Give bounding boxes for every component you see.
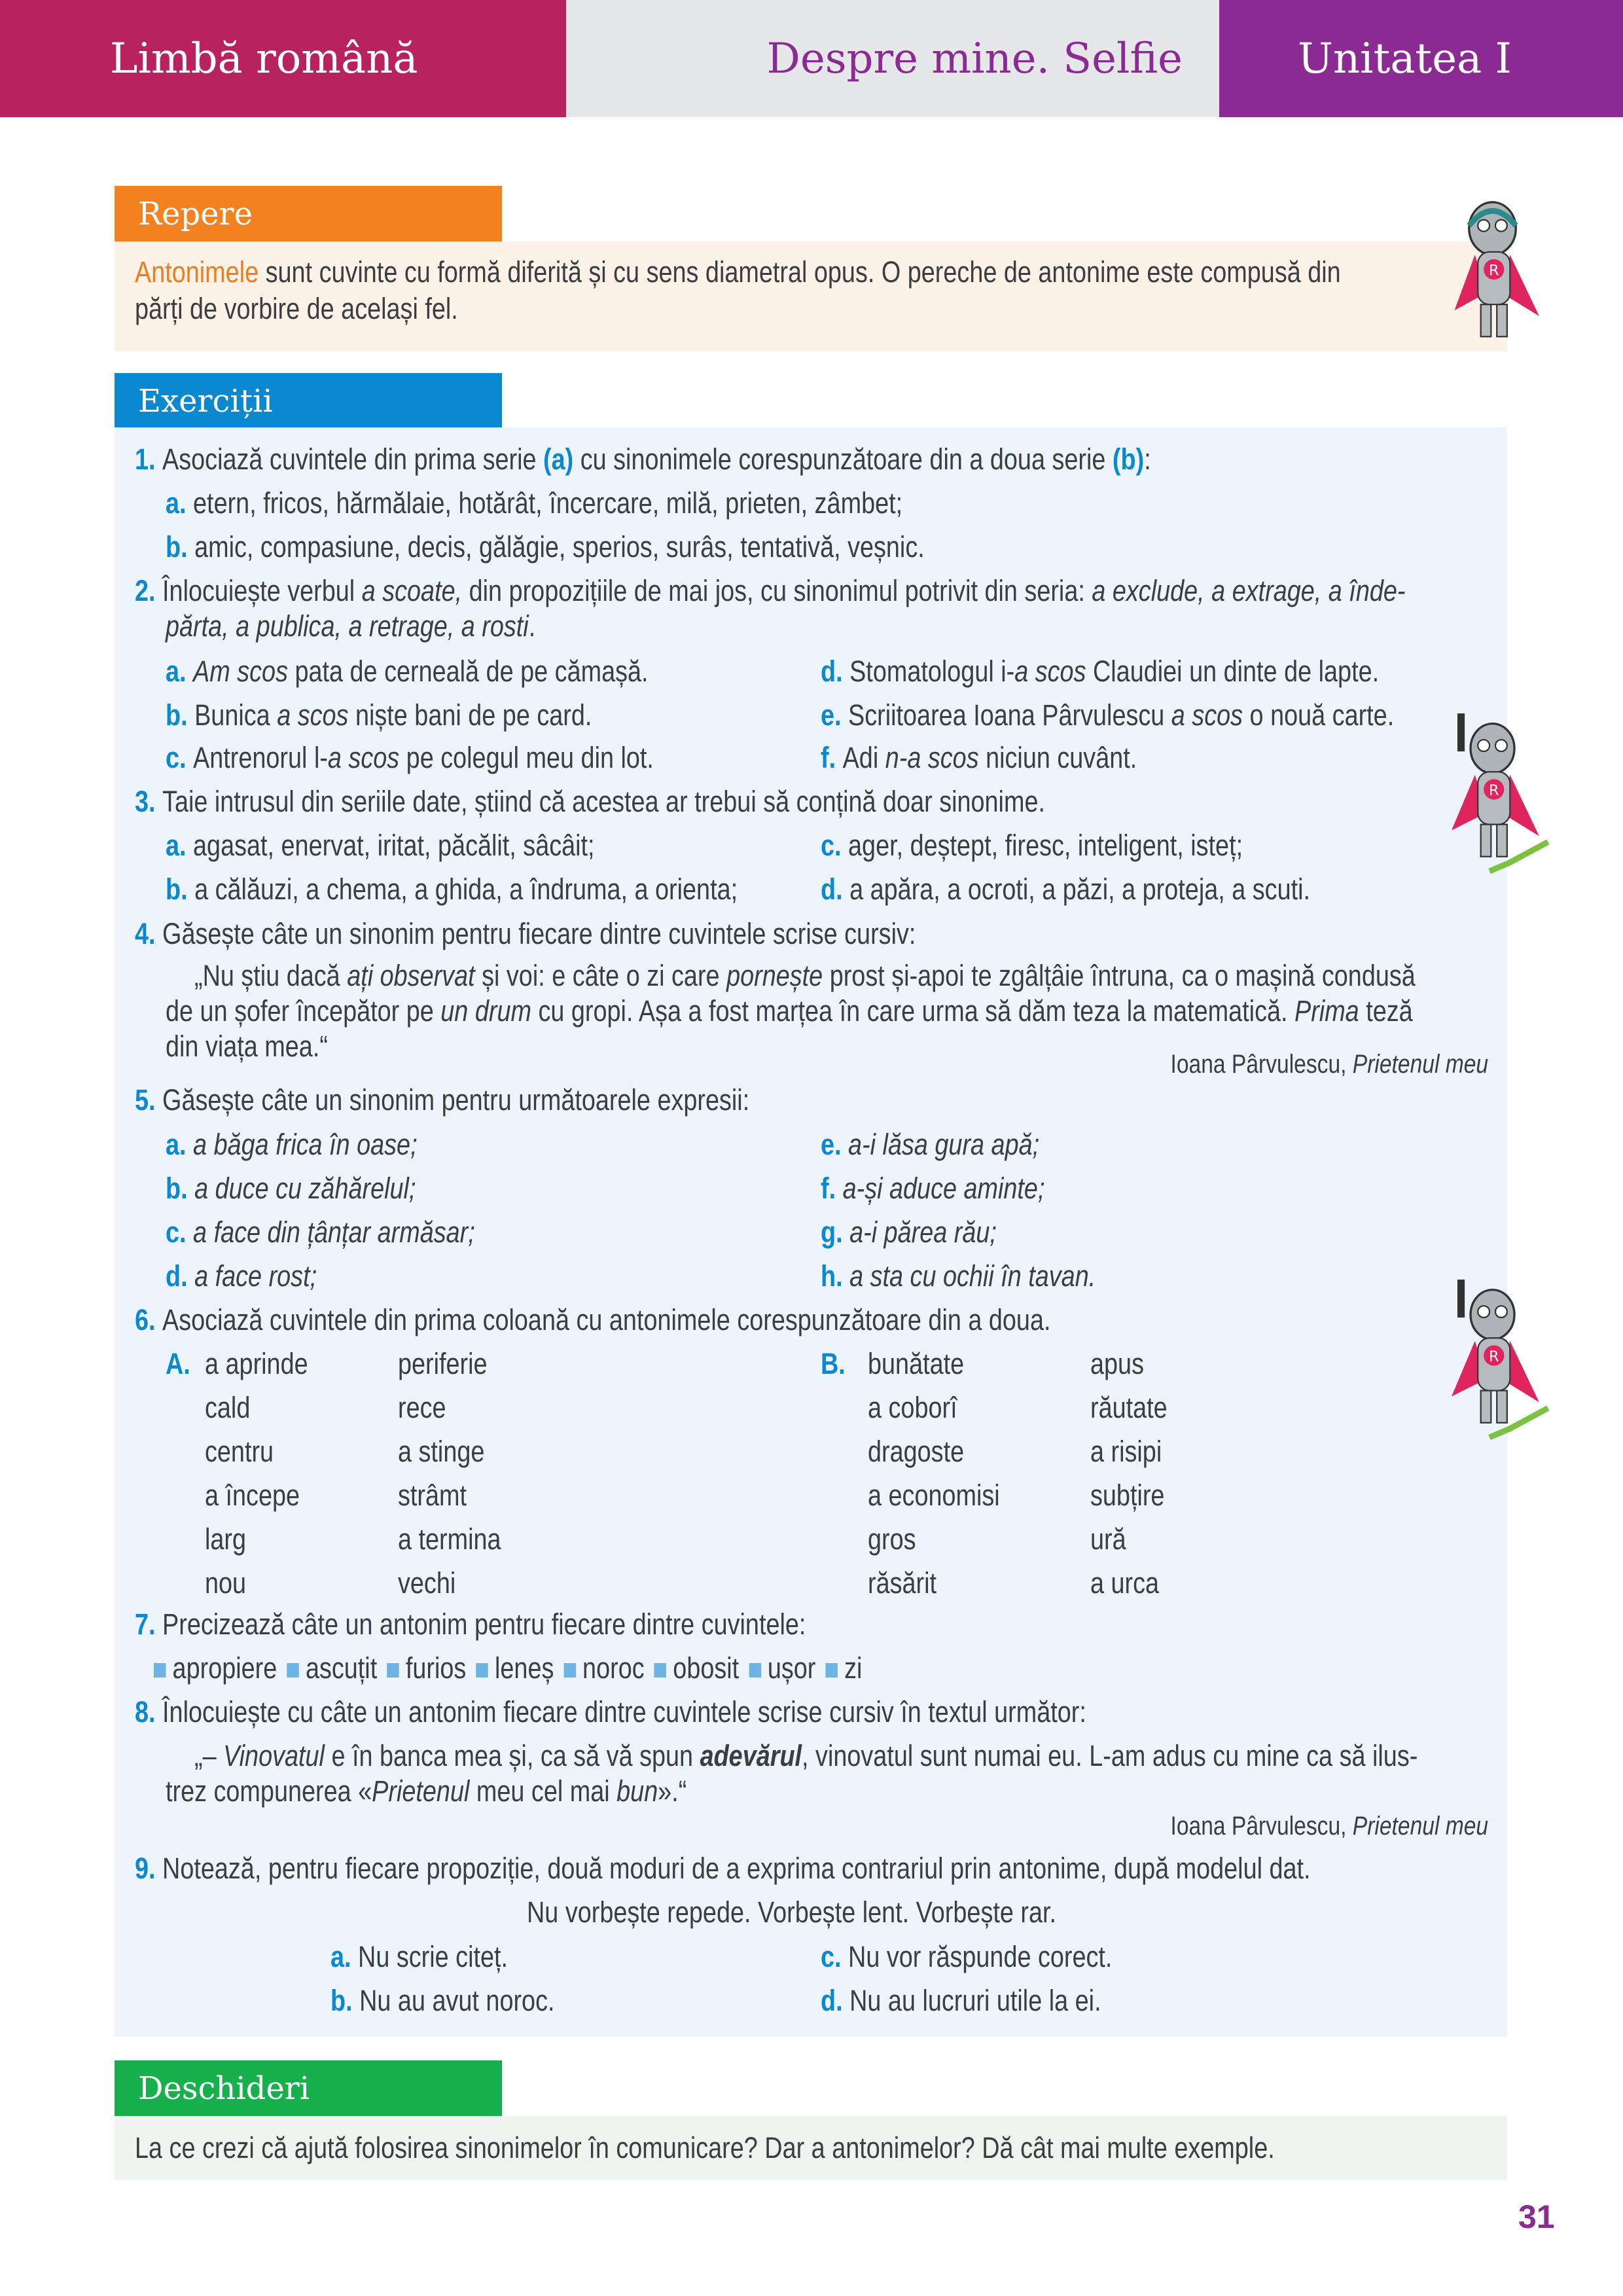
text-segment: a exclude, a extrage, a înde- [1092, 574, 1406, 607]
exercise-1-prompt [135, 442, 1151, 477]
exercise-6-B-col1-word: a economisi [868, 1479, 1000, 1512]
exercise-1-a [166, 486, 902, 521]
svg-text:R: R [1489, 262, 1499, 279]
mascot-waving-icon [1436, 713, 1554, 877]
text-segment: 1. [135, 442, 163, 476]
text-segment: e. [821, 1128, 849, 1161]
text-segment: „– [194, 1739, 224, 1772]
square-bullet-icon [387, 1663, 399, 1677]
mascot-headphones-icon [1436, 196, 1554, 360]
text-segment: Prietenul meu [1352, 1050, 1488, 1079]
text-segment: Găsește câte un sinonim pentru fiecare dintre cuvintele scrise cursiv: [162, 917, 916, 950]
text-segment: e în banca mea și, ca să vă spun [324, 1739, 700, 1772]
exercise-6-B-col2-word: răutate [1090, 1391, 1168, 1424]
text-segment: b. [166, 698, 195, 732]
text-segment: Precizează câte un antonim pentru fiecare dintre cuvintele: [162, 1607, 806, 1641]
text-segment: b. [166, 872, 195, 906]
text-segment: a. [166, 829, 194, 862]
text-segment: Prima [1294, 994, 1359, 1028]
text-segment: c. [821, 829, 849, 862]
exercise-6-A-col2-word: periferie [398, 1347, 488, 1380]
text-segment: 8. [135, 1695, 163, 1729]
text-segment: Prietenul [372, 1774, 470, 1808]
text-segment: ați observat [347, 959, 475, 992]
deschideri-heading [115, 2060, 502, 2116]
unit-title: Unitatea I [1298, 34, 1512, 83]
exercise-6-B-col1-word: bunătate [868, 1347, 965, 1380]
text-segment: Prietenul meu [1352, 1812, 1488, 1840]
text-segment: a băga frica în oase; [193, 1128, 418, 1161]
exercise-6-B-col2-word: subțire [1090, 1479, 1165, 1512]
exercise-5-c [166, 1215, 475, 1250]
text-segment: părta, a publica, a retrage, a rosti [166, 609, 529, 643]
text-segment: Bunica [194, 698, 277, 732]
page-number: 31 [1518, 2198, 1555, 2235]
text-segment: o nouă carte. [1243, 698, 1395, 732]
text-segment: La ce crezi că ajută folosirea sinonimelor în comunicare? Dar a antonimelor? Dă cât mai multe exemple. [135, 2131, 1275, 2164]
exercise-4-quote-line [194, 958, 1416, 994]
text-segment: cu sinonimele corespunzătoare din a doua serie [573, 442, 1113, 476]
exercise-3-b [166, 872, 738, 907]
repere-text-line [135, 291, 458, 327]
text-segment: Stomatologul i- [849, 655, 1015, 688]
text-segment: de un șofer începător pe [166, 994, 441, 1028]
text-segment: a. [166, 655, 194, 688]
quote-author [1170, 1808, 1488, 1844]
square-bullet-icon [826, 1663, 838, 1677]
text-segment: b. [166, 1172, 195, 1205]
exercise-1-b [166, 529, 925, 565]
exercise-8-quote-line [194, 1738, 1418, 1774]
exercise-6-A-col2-word: strâmt [398, 1479, 467, 1512]
exercise-7-word-list [154, 1651, 862, 1686]
exercitii-title: Exerciții [138, 382, 273, 420]
text-segment: Taie intrusul din seriile date, știind că acestea ar trebui să conțină doar sinonime. [162, 785, 1045, 818]
exercise-9-model [527, 1895, 1056, 1930]
text-segment: Nu scrie citeț. [358, 1940, 508, 1973]
svg-text:R: R [1489, 782, 1499, 799]
exercise-2-prompt [135, 573, 1405, 609]
exercise-8-prompt [135, 1695, 1086, 1730]
exercise-3-d [821, 872, 1310, 907]
exercitii-heading [115, 373, 502, 429]
text-segment: ».“ [658, 1774, 687, 1808]
exercise-9-d [821, 1983, 1101, 2018]
text-segment: Adi [842, 741, 885, 774]
text-segment: a scoate, [361, 574, 463, 607]
text-segment: a. [330, 1940, 359, 1973]
text-segment: Găsește câte un sinonim pentru următoarele expresii: [162, 1083, 750, 1117]
svg-text:R: R [1489, 1348, 1499, 1365]
exercise-6-A-col2-word: a stinge [398, 1435, 485, 1468]
exercise-6-B-col1-word: răsărit [868, 1566, 937, 1600]
exercise-6-A-label: A. [166, 1347, 190, 1380]
text-segment: a scos [1014, 655, 1086, 688]
text-segment: părți de vorbire de același fel. [135, 292, 458, 325]
text-segment: amic, compasiune, decis, gălăgie, sperios, surâs, tentativă, veșnic. [194, 530, 925, 564]
text-segment: „Nu știu dacă [194, 959, 348, 992]
text-segment: teză [1359, 994, 1413, 1028]
text-segment: a scos [277, 698, 349, 732]
exercise-6-A-col1-word: a începe [205, 1479, 300, 1512]
exercise-5-b [166, 1171, 416, 1206]
text-segment: . [528, 609, 536, 643]
exercise-7-word: furios [405, 1651, 467, 1685]
text-segment: adevărul [700, 1739, 802, 1772]
text-segment: a. [166, 1128, 194, 1161]
repere-title: Repere [138, 195, 253, 232]
text-segment: e. [821, 698, 849, 732]
exercise-6-A-col1-word: centru [205, 1435, 274, 1468]
text-segment: prost și-apoi te zgâlțâie întruna, ca o mașină condusă [823, 959, 1416, 992]
text-segment: b. [166, 530, 195, 564]
text-segment: Ioana Pârvulescu, [1170, 1812, 1353, 1840]
text-segment: Nu au lucruri utile la ei. [849, 1984, 1101, 2017]
text-segment: etern, fricos, hărmălaie, hotărât, încercare, milă, prieten, zâmbet; [193, 486, 903, 520]
text-segment: n-a scos [885, 741, 979, 774]
exercise-9-c [821, 1939, 1112, 1975]
exercise-6-B-label: B. [821, 1347, 846, 1380]
text-segment: Antonimele [135, 255, 259, 289]
repere-heading [115, 186, 502, 242]
mascot-waving-icon [1436, 1280, 1554, 1443]
text-segment: a apăra, a ocroti, a păzi, a proteja, a scuti. [849, 872, 1311, 906]
text-segment: Claudiei un dinte de lapte. [1086, 655, 1380, 688]
text-segment: bun [616, 1774, 658, 1808]
subject-title: Limbă română [110, 34, 418, 83]
exercise-6-prompt [135, 1302, 1050, 1338]
text-segment: 9. [135, 1852, 163, 1885]
text-segment: Antrenorul l- [193, 741, 328, 774]
exercise-6-B-col1-word: a coborî [868, 1391, 957, 1424]
exercise-5-e [821, 1127, 1039, 1162]
text-segment: a sta cu ochii în tavan. [849, 1259, 1096, 1293]
text-segment: (a) [543, 442, 574, 476]
text-segment: pornește [726, 959, 823, 992]
exercise-5-a [166, 1127, 418, 1162]
text-segment: 6. [135, 1303, 163, 1336]
text-segment: (b) [1112, 442, 1145, 476]
exercise-9-a [330, 1939, 508, 1975]
exercise-5-prompt [135, 1083, 749, 1118]
text-segment: din propozițiile de mai jos, cu sinonimul potrivit din seria: [462, 574, 1092, 607]
exercise-6-B-col1-word: gros [868, 1522, 916, 1556]
text-segment: a duce cu zăhărelul; [194, 1172, 416, 1205]
exercise-9-prompt [135, 1851, 1311, 1886]
text-segment: a face din țânțar armăsar; [193, 1215, 475, 1249]
text-segment: d. [166, 1259, 195, 1293]
text-segment: a-i lăsa gura apă; [848, 1128, 1040, 1161]
text-segment: pata de cerneală de pe cămașă. [287, 655, 649, 688]
text-segment: a călăuzi, a chema, a ghida, a îndruma, a orienta; [194, 872, 738, 906]
exercise-3-c [821, 828, 1243, 863]
exercise-7-prompt [135, 1607, 806, 1642]
deschideri-title: Deschideri [138, 2070, 310, 2107]
text-segment: a scos [1171, 698, 1243, 732]
unit-banner [1219, 0, 1623, 117]
exercise-6-A-col2-word: vechi [398, 1566, 456, 1600]
text-segment: din viața mea.“ [166, 1030, 328, 1063]
text-segment: 2. [135, 574, 163, 607]
exercise-4-quote-line [166, 994, 1413, 1029]
exercise-6-A-col2-word: rece [398, 1391, 446, 1424]
exercise-6-A-col2-word: a termina [398, 1522, 501, 1556]
square-bullet-icon [287, 1663, 298, 1677]
exercise-6-B-col2-word: a urca [1090, 1566, 1160, 1600]
text-segment: a-i părea rău; [849, 1215, 997, 1249]
exercise-5-g [821, 1215, 997, 1250]
text-segment: d. [821, 872, 850, 906]
text-segment: trez compunerea « [166, 1774, 372, 1808]
exercise-6-A-col1-word: cald [205, 1391, 251, 1424]
exercise-2-c [166, 740, 654, 776]
text-segment: agasat, enervat, iritat, păcălit, sâcâit; [193, 829, 595, 862]
text-segment: un drum [440, 994, 531, 1028]
exercise-7-word: apropiere [172, 1651, 277, 1685]
text-segment: sunt cuvinte cu formă diferită și cu sens diametral opus. O pereche de antonime este compusă din [259, 255, 1341, 289]
exercise-7-word: ascuțit [305, 1651, 378, 1685]
exercise-9-b [330, 1983, 554, 2018]
text-segment: : [1144, 442, 1151, 476]
text-segment: Asociază cuvintele din prima coloană cu antonimele corespunzătoare din a doua. [162, 1303, 1051, 1336]
text-segment: Înlocuiește verbul [162, 574, 362, 607]
text-segment: și voi: e câte o zi care [474, 959, 727, 992]
exercise-2-d [821, 654, 1379, 689]
exercise-6-B-col2-word: apus [1090, 1347, 1144, 1380]
text-segment: a scos [327, 741, 400, 774]
text-segment: , vinovatul sunt numai eu. L-am adus cu mine ca să ilus- [802, 1739, 1418, 1772]
square-bullet-icon [563, 1663, 575, 1677]
exercise-2-a [166, 654, 649, 689]
text-segment: niște bani de pe card. [348, 698, 592, 732]
text-segment: meu cel mai [469, 1774, 617, 1808]
exercise-3-prompt [135, 784, 1045, 819]
exercise-6-A-col1-word: larg [205, 1522, 247, 1556]
exercise-5-d [166, 1259, 317, 1294]
exercise-2-e [821, 698, 1394, 733]
lesson-banner [566, 0, 1219, 117]
repere-text-line [135, 255, 1341, 290]
quote-author [1170, 1047, 1488, 1082]
text-segment: 5. [135, 1083, 163, 1117]
text-segment: pe colegul meu din lot. [399, 741, 654, 774]
text-segment: a face rost; [194, 1259, 317, 1293]
text-segment: b. [330, 1984, 360, 2017]
exercise-6-B-col1-word: dragoste [868, 1435, 965, 1468]
text-segment: Nu vor răspunde corect. [848, 1940, 1113, 1973]
text-segment: Nu vorbește repede. Vorbește lent. Vorbește rar. [527, 1895, 1056, 1929]
text-segment: 7. [135, 1607, 163, 1641]
text-segment: cu gropi. Așa a fost marțea în care urma să dăm teza la matematică. [531, 994, 1294, 1028]
exercise-2-f [821, 740, 1137, 776]
text-segment: c. [166, 1215, 194, 1249]
text-segment: f. [821, 741, 843, 774]
exercise-5-h [821, 1259, 1096, 1294]
exercise-7-word: noroc [582, 1651, 645, 1685]
exercise-5-f [821, 1171, 1044, 1206]
text-segment: Ioana Pârvulescu, [1170, 1050, 1353, 1079]
exercise-6-B-col2-word: a risipi [1090, 1435, 1162, 1468]
exercise-7-word: obosit [673, 1651, 740, 1685]
text-segment: d. [821, 655, 850, 688]
text-segment: Asociază cuvintele din prima serie [162, 442, 544, 476]
exercise-4-prompt [135, 916, 916, 952]
square-bullet-icon [476, 1663, 488, 1677]
square-bullet-icon [749, 1663, 760, 1677]
exercise-7-word: ușor [767, 1651, 816, 1685]
exercise-3-a [166, 828, 595, 863]
text-segment: 3. [135, 785, 163, 818]
text-segment: c. [166, 741, 194, 774]
text-segment: d. [821, 1984, 850, 2017]
exercise-6-A-col1-word: nou [205, 1566, 247, 1600]
exercise-6-B-col2-word: ură [1090, 1522, 1126, 1556]
text-segment: c. [821, 1940, 849, 1973]
exercise-8-quote-line [166, 1774, 687, 1809]
exercise-4-quote-line [166, 1029, 328, 1064]
text-segment: niciun cuvânt. [978, 741, 1137, 774]
text-segment: a. [166, 486, 194, 520]
text-segment: h. [821, 1259, 850, 1293]
exercise-7-word: leneș [495, 1651, 554, 1685]
text-segment: g. [821, 1215, 850, 1249]
exercise-7-word: zi [844, 1651, 863, 1685]
exercise-6-A-col1-word: a aprinde [205, 1347, 308, 1380]
text-segment: Nu au avut noroc. [359, 1984, 555, 2017]
exercise-2-prompt-cont [166, 609, 535, 644]
text-segment: Înlocuiește cu câte un antonim fiecare dintre cuvintele scrise cursiv în textul următor: [162, 1695, 1086, 1729]
text-segment: ager, deștept, firesc, inteligent, isteț; [848, 829, 1243, 862]
square-bullet-icon [654, 1663, 666, 1677]
text-segment: Scriitoarea Ioana Pârvulescu [848, 698, 1171, 732]
text-segment: a-și aduce aminte; [842, 1172, 1045, 1205]
text-segment: Am scos [193, 655, 288, 688]
subject-banner [0, 0, 566, 117]
square-bullet-icon [154, 1663, 166, 1677]
exercise-2-b [166, 698, 592, 733]
text-segment: Vinovatul [223, 1739, 325, 1772]
text-segment: 4. [135, 917, 163, 950]
deschideri-text [135, 2130, 1275, 2166]
text-segment: Notează, pentru fiecare propoziție, două moduri de a exprima contrariul prin antonime, după modelul dat. [162, 1852, 1311, 1885]
lesson-title: Despre mine. Selfie [766, 34, 1183, 83]
text-segment: f. [821, 1172, 843, 1205]
